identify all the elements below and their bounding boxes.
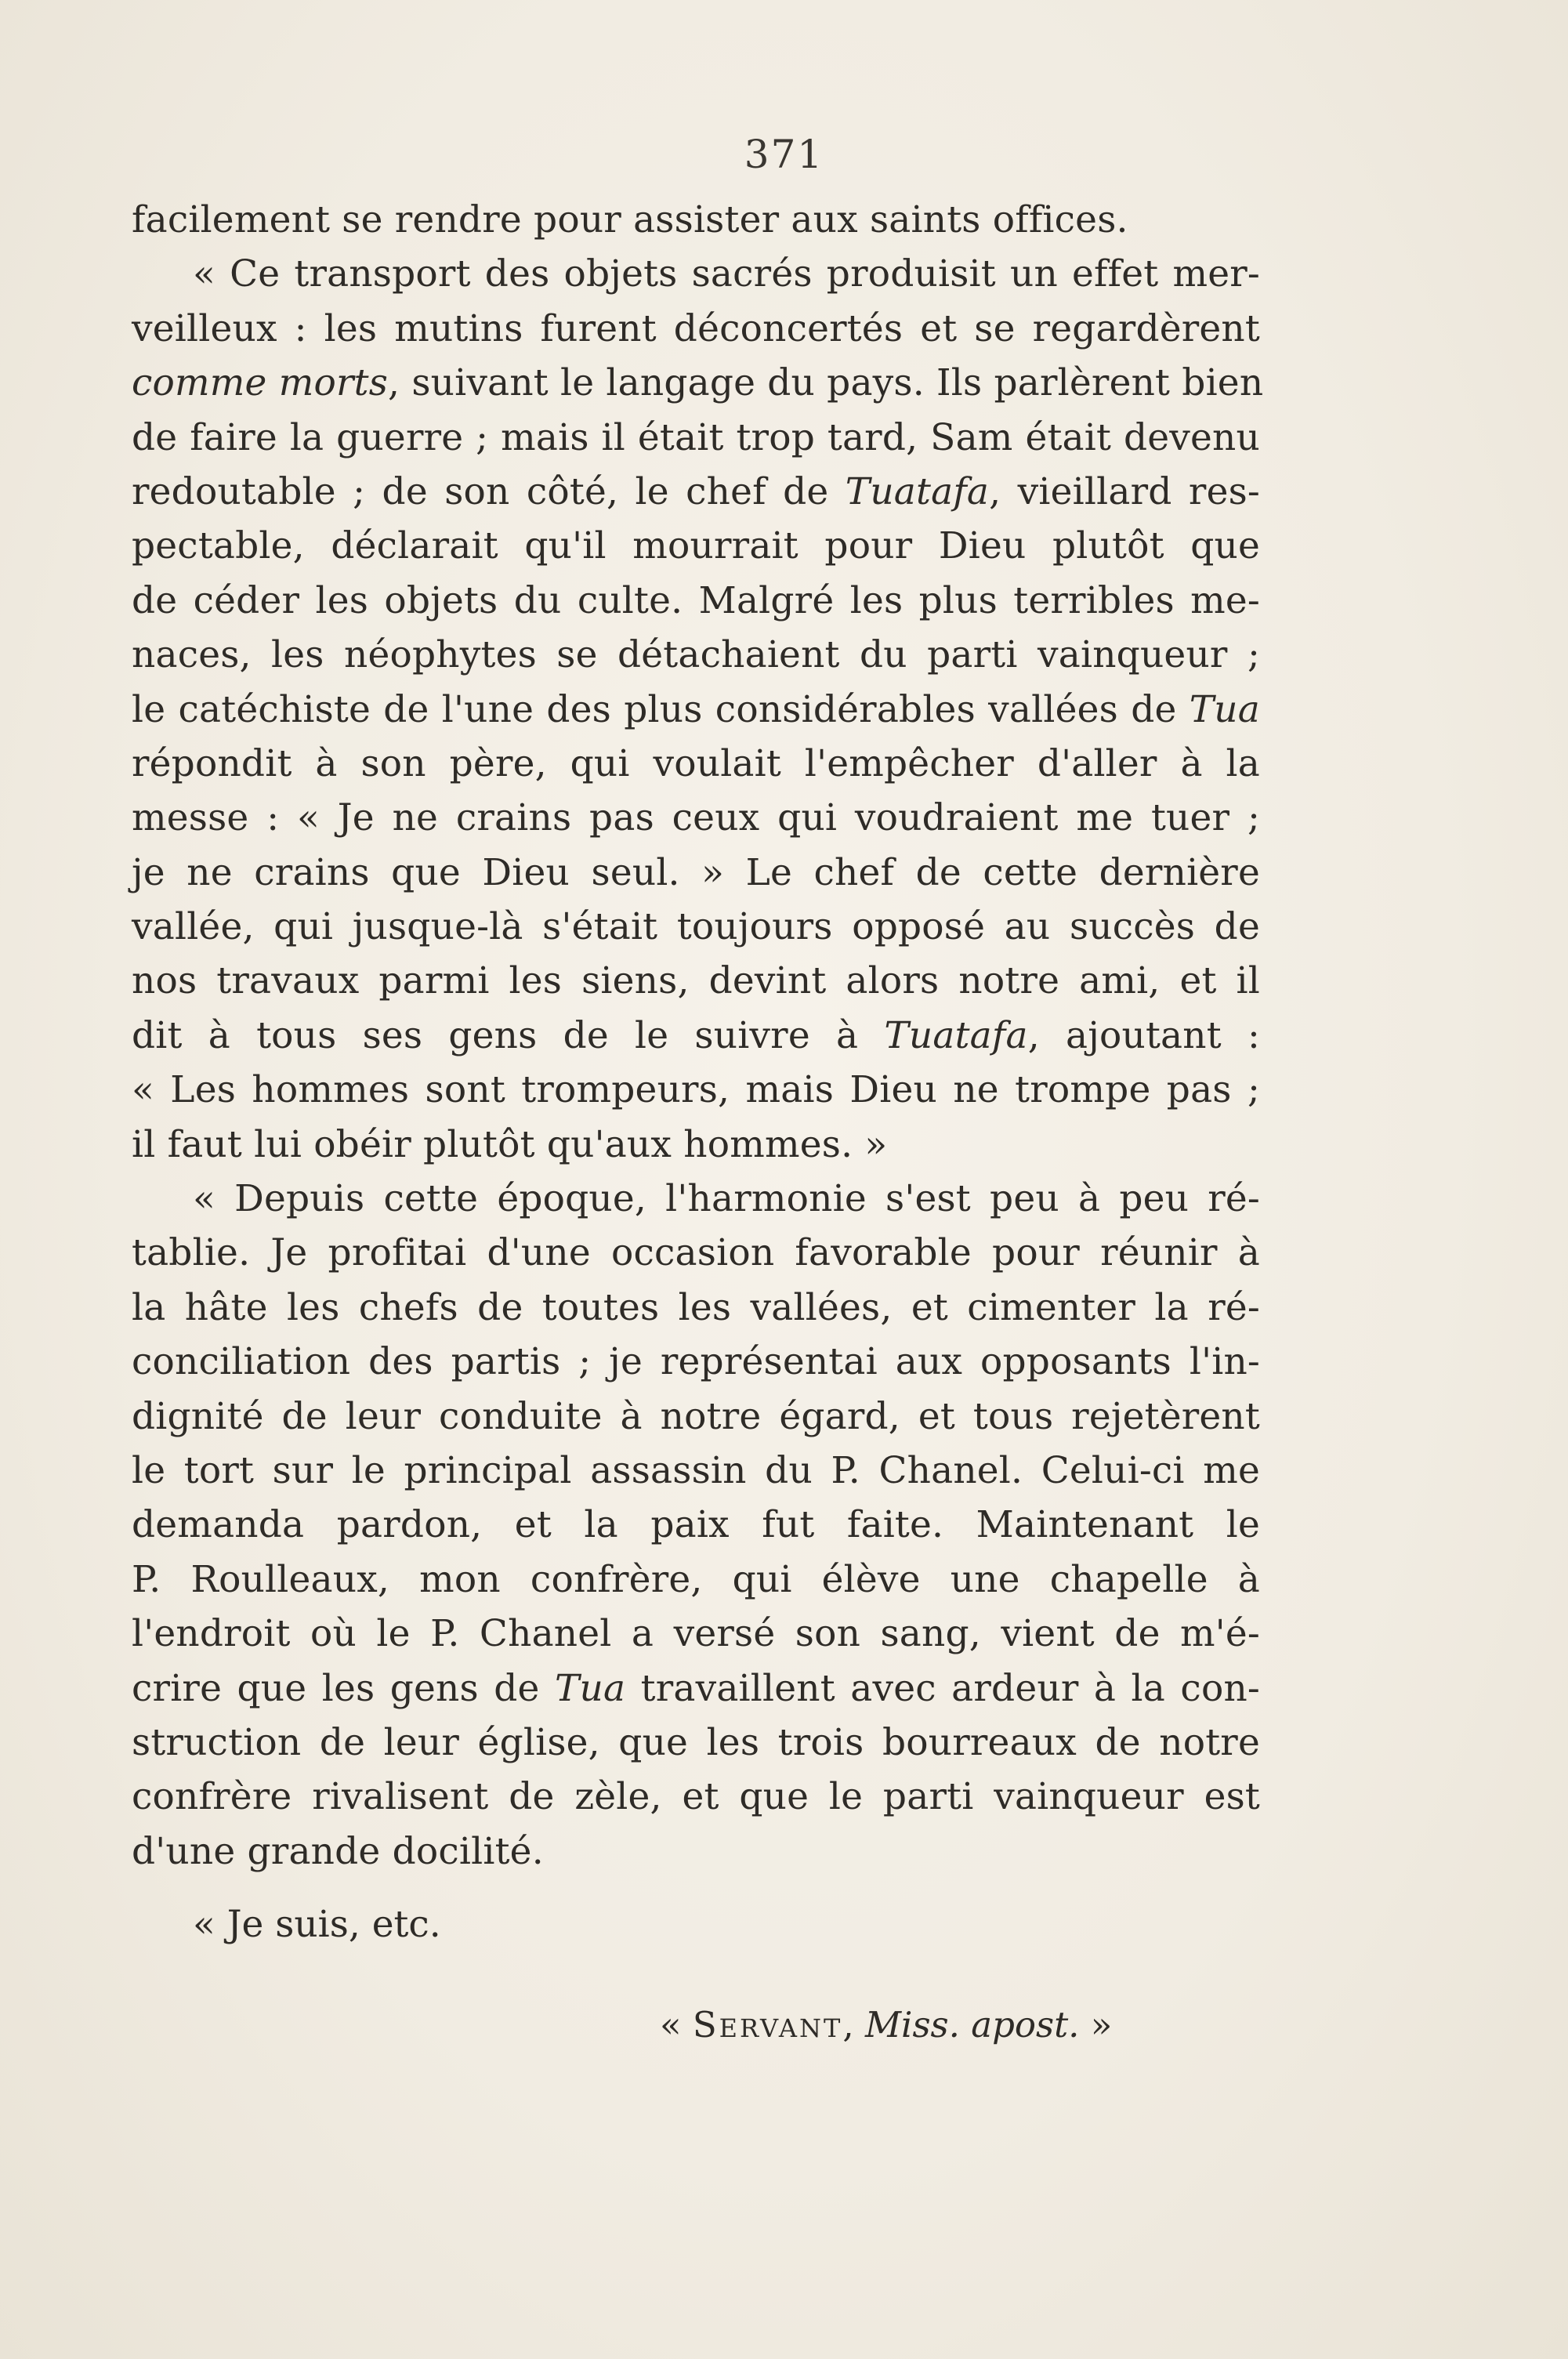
text-segment: dit à tous ses gens de le suivre à [132, 1013, 885, 1057]
text-line: P. Roulleaux, mon confrère, qui élève une chapelle à [132, 1557, 1260, 1601]
signature [660, 2004, 1112, 2046]
text-line: « Ce transport des objets sacrés produisit un effet mer- [193, 252, 1260, 296]
text-line [132, 683, 1260, 737]
text-line: l'endroit où le P. Chanel a versé son sang, vient de m'é- [132, 1612, 1260, 1656]
text-line: vallée, qui jusque-là s'était toujours opposé au succès de [132, 905, 1260, 949]
text-line [132, 356, 1264, 410]
text-line: de faire la guerre ; mais il était trop tard, Sam était devenu [132, 415, 1260, 459]
text-line: confrère rivalisent de zèle, et que le parti vainqueur est [132, 1775, 1260, 1819]
text-line: la hâte les chefs de toutes les vallées, et cimenter la ré- [132, 1285, 1260, 1329]
page-number: 371 [744, 132, 824, 177]
text-line: le tort sur le principal assassin du P. Chanel. Celui-ci me [132, 1448, 1260, 1492]
text-line: il faut lui obéir plutôt qu'aux hommes. » [132, 1122, 888, 1166]
body-text [132, 193, 1264, 1879]
text-line: veilleux : les mutins furent déconcertés et se regardèrent [132, 306, 1260, 350]
signature-title: Miss. apost. [864, 2004, 1080, 2046]
text-segment: , suivant le langage du pays. Ils parlèrent bien [388, 361, 1264, 405]
italic-text: Tua [554, 1666, 626, 1710]
text-segment: , vieillard res- [989, 469, 1260, 513]
signature-name: Servant [692, 2004, 843, 2046]
signature-separator: , [842, 2004, 865, 2046]
text-line: répondit à son père, qui voulait l'empêcher d'aller à la [132, 741, 1260, 785]
text-segment: crire que les gens de [132, 1666, 555, 1710]
signature-close-quote: » [1079, 2004, 1113, 2046]
text-line: « Les hommes sont trompeurs, mais Dieu ne trompe pas ; [132, 1068, 1260, 1112]
text-segment: , ajoutant : [1027, 1013, 1260, 1057]
text-segment: travaillent avec ardeur à la con- [625, 1666, 1261, 1710]
text-line [132, 465, 1260, 519]
italic-text: Tua [1189, 687, 1260, 731]
text-line: demanda pardon, et la paix fut faite. Maintenant le [132, 1503, 1260, 1547]
text-line [132, 1661, 1260, 1716]
text-line [132, 1009, 1260, 1063]
italic-text: Tuatafa [884, 1013, 1028, 1057]
text-line: je ne crains que Dieu seul. » Le chef de cette dernière [132, 850, 1260, 894]
italic-text: Tuatafa [845, 469, 990, 513]
text-line: facilement se rendre pour assister aux saints offices. [132, 198, 1128, 241]
text-line: conciliation des partis ; je représentai aux opposants l'in- [132, 1340, 1260, 1384]
text-line: messe : « Je ne crains pas ceux qui voudraient me tuer ; [132, 796, 1260, 840]
text-segment: redoutable ; de son côté, le chef de [132, 469, 846, 513]
text-line: de céder les objets du culte. Malgré les plus terribles me- [132, 578, 1260, 622]
signature-open-quote: « [660, 2004, 693, 2046]
text-segment: le catéchiste de l'une des plus considérables vallées de [132, 687, 1190, 731]
text-line: tablie. Je profitai d'une occasion favorable pour réunir à [132, 1231, 1260, 1275]
text-line: « Depuis cette époque, l'harmonie s'est peu à peu ré- [193, 1177, 1260, 1221]
italic-text: comme morts [132, 361, 389, 405]
text-line: pectable, déclarait qu'il mourrait pour Dieu plutôt que [132, 524, 1260, 568]
text-line: nos travaux parmi les siens, devint alors notre ami, et il [132, 959, 1260, 1003]
text-line: dignité de leur conduite à notre égard, et tous rejetèrent [132, 1394, 1260, 1438]
text-line: struction de leur église, que les trois bourreaux de notre [132, 1720, 1260, 1764]
text-line: d'une grande docilité. [132, 1829, 544, 1873]
closing-salutation: « Je suis, etc. [193, 1903, 441, 1946]
text-line: naces, les néophytes se détachaient du parti vainqueur ; [132, 633, 1260, 677]
